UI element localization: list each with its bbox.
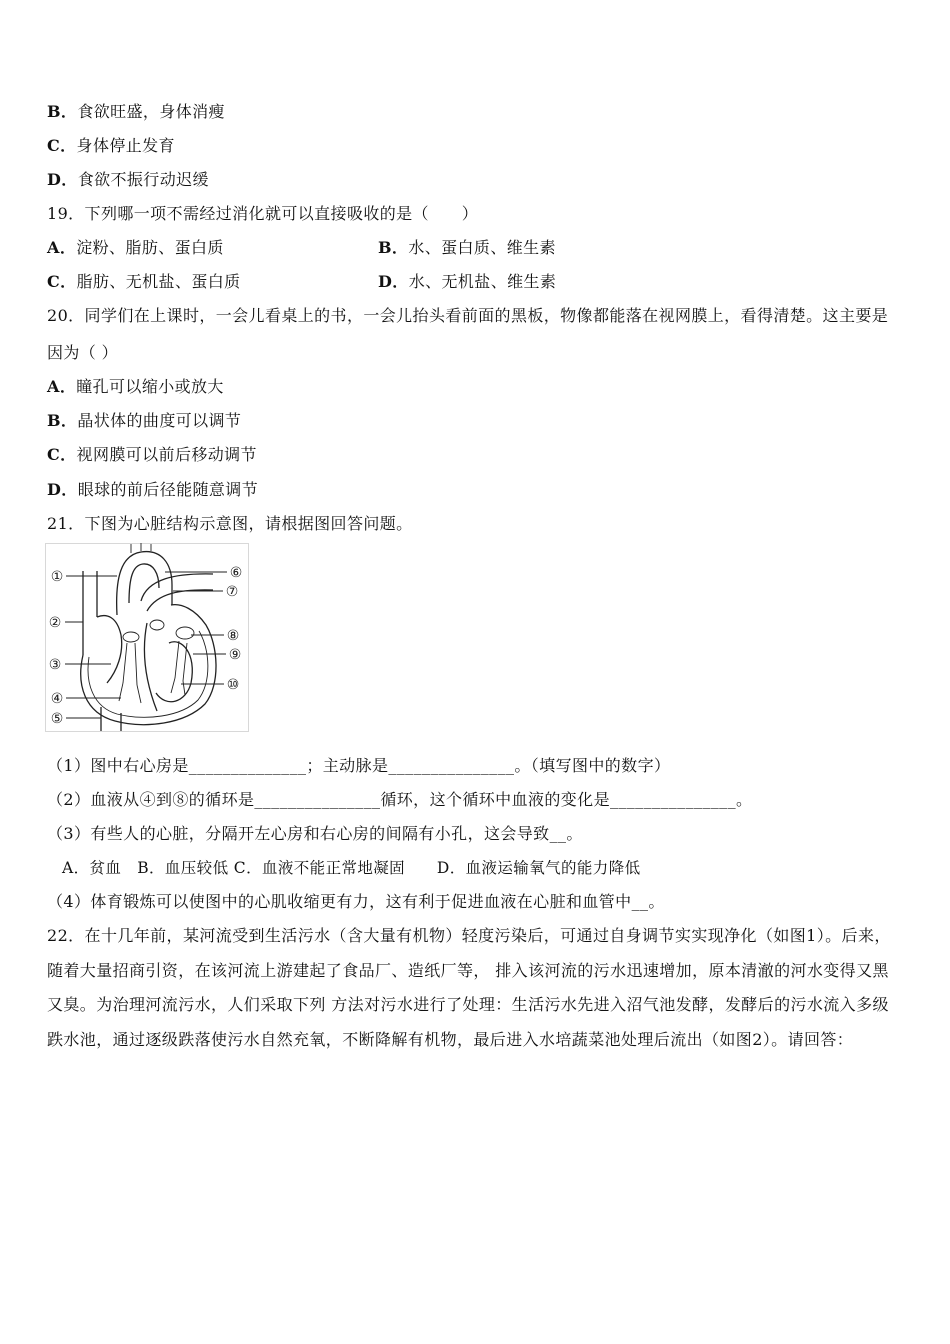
option-label: D． xyxy=(378,272,409,291)
q22-line-4: 跌水池，通过逐级跌落使污水自然充氧，不断降解有机物，最后进入水培蔬菜池处理后流出（如图2）。请回答： xyxy=(47,1030,854,1049)
q19-stem: 19．下列哪一项不需经过消化就可以直接吸收的是（ ） xyxy=(47,204,479,223)
heart-outline xyxy=(81,605,216,725)
option-label: D． xyxy=(47,480,78,499)
q21-sub-3: （3）有些人的心脏，分隔开左心房和右心房的间隔有小孔，这会导致__。 xyxy=(47,824,583,843)
q20-stem-line-2: 因为（ ） xyxy=(47,343,119,362)
label-4: ④ xyxy=(50,691,64,707)
option-label: B． xyxy=(47,411,78,430)
option-text: 水、蛋白质、维生素 xyxy=(408,238,556,257)
option-text: 食欲旺盛，身体消瘦 xyxy=(77,102,225,121)
heart-diagram xyxy=(45,543,250,733)
septum xyxy=(144,623,157,711)
aortic-valve xyxy=(150,620,164,630)
q20-option-b xyxy=(47,411,241,431)
option-label: C． xyxy=(47,445,77,464)
q21-sub-4: （4）体育锻炼可以使图中的心肌收缩更有力，这有利于促进血液在心脏和血管中__。 xyxy=(47,892,665,911)
label-8: ⑧ xyxy=(226,628,240,644)
q19-option-c xyxy=(47,272,241,292)
label-3: ③ xyxy=(48,657,62,673)
label-1: ① xyxy=(50,569,64,585)
aorta xyxy=(117,552,172,615)
q22-line-1: 22．在十几年前，某河流受到生活污水（含大量有机物）轻度污染后，可通过自身调节实实现净化（如图1）。后来， xyxy=(47,926,891,945)
mitral-valve xyxy=(176,627,194,639)
q19-option-a xyxy=(47,238,224,258)
q19-option-b xyxy=(378,238,556,258)
q20-option-d xyxy=(47,480,258,500)
q21-stem: 21．下图为心脏结构示意图，请根据图回答问题。 xyxy=(47,514,413,533)
superior-vena-cava xyxy=(83,571,97,655)
label-9: ⑨ xyxy=(228,647,242,663)
label-7: ⑦ xyxy=(225,584,239,600)
option-label: A． xyxy=(47,238,77,257)
label-5: ⑤ xyxy=(50,711,64,727)
q20-option-a xyxy=(47,377,224,397)
q21-sub-3-options: A．贫血 B．血压较低 C．血液不能正常地凝固 D．血液运输氧气的能力降低 xyxy=(62,859,641,877)
q20-stem-line-1: 20．同学们在上课时，一会儿看桌上的书，一会儿抬头看前面的黑板，物像都能落在视网膜上，看得清楚。这主要是 xyxy=(47,306,889,325)
option-text: 视网膜可以前后移动调节 xyxy=(76,445,257,464)
option-label: B． xyxy=(47,102,78,121)
q22-line-2: 随着大量招商引资，在该河流上游建起了食品厂、造纸厂等， 排入该河流的污水迅速增加，原本清澈的河水变得又黑 xyxy=(47,961,889,980)
chordae-left xyxy=(171,641,187,695)
option-b xyxy=(47,102,225,122)
option-text: 身体停止发育 xyxy=(76,136,175,155)
q21-sub-1: （1）图中右心房是______________；主动脉是_______________。（填写图中的数字） xyxy=(47,756,671,775)
q20-option-c xyxy=(47,445,257,465)
left-ventricle-wall xyxy=(156,642,192,702)
option-label: D． xyxy=(47,170,78,189)
option-label: C． xyxy=(47,136,77,155)
inferior-vena-cava xyxy=(101,707,121,731)
option-text: 食欲不振行动迟缓 xyxy=(77,170,209,189)
option-c xyxy=(47,136,175,156)
q21-sub-2: （2）血液从④到⑧的循环是_______________循环，这个循环中血液的变化是_______________。 xyxy=(47,790,753,809)
chordae-right xyxy=(119,643,141,703)
option-label: A． xyxy=(47,377,77,396)
label-6: ⑥ xyxy=(229,565,243,581)
option-text: 晶状体的曲度可以调节 xyxy=(77,411,242,430)
option-text: 水、无机盐、维生素 xyxy=(408,272,557,291)
pulmonary-artery-upper xyxy=(141,574,213,601)
tricuspid-valve xyxy=(123,632,139,642)
q19-option-d xyxy=(378,272,556,292)
option-text: 瞳孔可以缩小或放大 xyxy=(76,377,224,396)
pulmonary-artery-lower xyxy=(147,590,213,611)
label-10: ⑩ xyxy=(226,677,240,693)
right-atrium-wall xyxy=(97,616,122,683)
label-2: ② xyxy=(48,615,62,631)
option-d xyxy=(47,170,209,190)
option-text: 脂肪、无机盐、蛋白质 xyxy=(76,272,241,291)
option-label: C． xyxy=(47,272,77,291)
myocardium-inner xyxy=(88,631,208,717)
option-label: B． xyxy=(378,238,409,257)
q22-line-3: 又臭。为治理河流污水，人们采取下列 方法对污水进行了处理：生活污水先进入沼气池发酵，发酵后的污水流入多级 xyxy=(47,995,889,1014)
option-text: 眼球的前后径能随意调节 xyxy=(77,480,259,499)
option-text: 淀粉、脂肪、蛋白质 xyxy=(76,238,224,257)
